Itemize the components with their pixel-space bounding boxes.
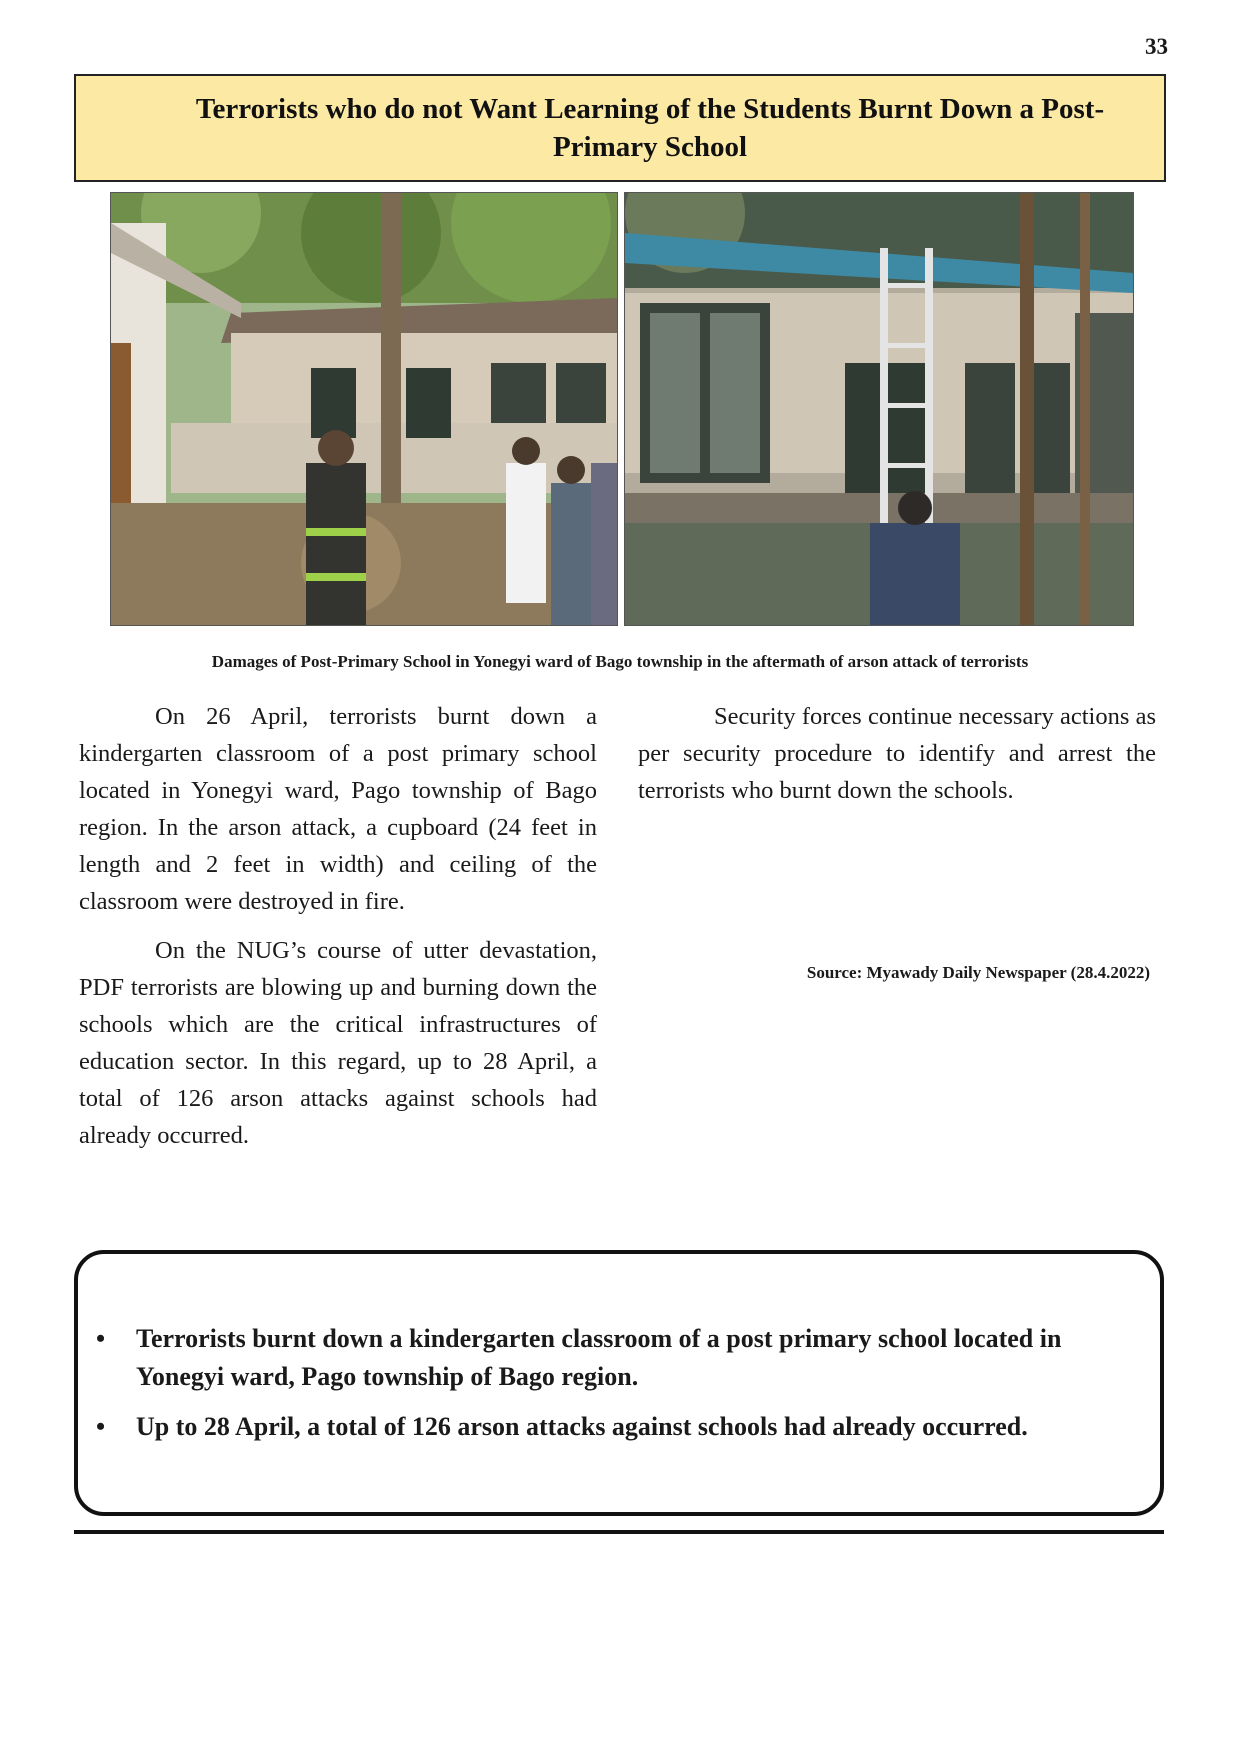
- paragraph: On 26 April, terrorists burnt down a kindergarten classroom of a post primary school located in Yonegyi ward, Pago township of Bago region. In the arson attack, a cupboard (24 feet in length and 2 feet in width) and ceiling of the classroom were destroyed in fire.: [79, 703, 597, 915]
- photo-damaged-classroom: [624, 192, 1134, 626]
- bullet-icon: •: [96, 1324, 106, 1353]
- summary-item: [96, 1320, 1140, 1396]
- page-title: Terrorists who do not Want Learning of the Students Burnt Down a Post-Primary School: [195, 93, 1105, 163]
- page-number: 33: [1145, 34, 1168, 59]
- bottom-divider: [74, 1530, 1164, 1534]
- summary-item: [96, 1408, 1140, 1446]
- photo-school-exterior: [110, 192, 618, 626]
- left-column: [79, 698, 597, 1166]
- right-column: [638, 698, 1156, 821]
- summary-box: [74, 1250, 1164, 1516]
- paragraph: Security forces continue necessary actions as per security procedure to identify and arrest the terrorists who burnt down the schools.: [638, 703, 1156, 804]
- summary-list: [96, 1320, 1140, 1458]
- photo-caption: Damages of Post-Primary School in Yonegyi ward of Bago township in the aftermath of arson attack of terrorists: [211, 652, 1029, 671]
- summary-text: Terrorists burnt down a kindergarten classroom of a post primary school located in Yonegyi ward, Pago township of Bago region.: [136, 1324, 1062, 1391]
- summary-text: Up to 28 April, a total of 126 arson attacks against schools had already occurred.: [136, 1412, 1028, 1441]
- title-banner: [74, 74, 1166, 182]
- source-citation: Source: Myawady Daily Newspaper (28.4.2022): [806, 963, 1150, 982]
- paragraph: On the NUG’s course of utter devastation, PDF terrorists are blowing up and burning down the schools which are the critical infrastructures of education sector. In this regard, up to 28 April, a total of 126 arson attacks against schools had already occurred.: [79, 937, 597, 1149]
- bullet-icon: •: [96, 1412, 106, 1441]
